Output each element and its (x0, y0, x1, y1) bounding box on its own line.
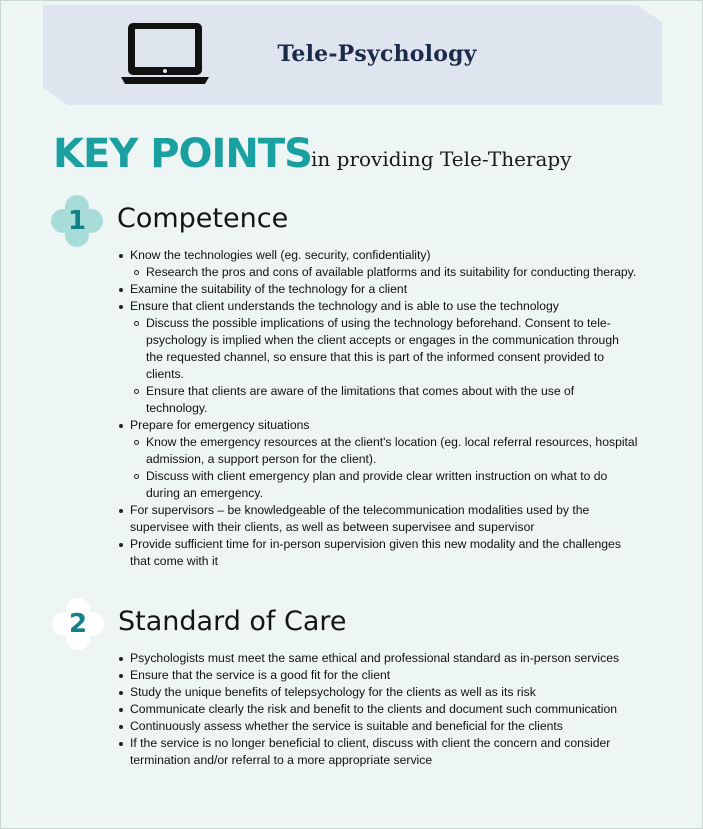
competence-list (118, 247, 638, 570)
list-item-text: Prepare for emergency situations (130, 418, 310, 432)
list-item (118, 502, 638, 536)
list-item (118, 735, 638, 769)
sub-list (130, 434, 638, 502)
standard-of-care-list (118, 650, 638, 769)
list-item (118, 718, 638, 735)
list-item-text: Psychologists must meet the same ethical and professional standard as in-person services (130, 651, 620, 665)
section-title-standard-of-care: Standard of Care (118, 606, 347, 637)
list-item (118, 281, 638, 298)
list-item-text: Communicate clearly the risk and benefit to the clients and document such communication (130, 702, 618, 716)
sub-list-item: Know the emergency resources at the client's location (eg. local referral resources, hospital admission, a support person for the client). (130, 434, 638, 468)
list-item (118, 684, 638, 701)
sub-list-item: Discuss the possible implications of using the technology beforehand. Consent to tele-psychology is implied when the client accepts or engages in the communication through the requested channel, so ensure that this is part of the informed consent provided to clients. (130, 315, 638, 383)
section-number: 2 (68, 609, 88, 639)
list-item (118, 667, 638, 684)
section-number: 1 (67, 206, 87, 236)
list-item-text: If the service is no longer beneficial to client, discuss with client the concern and consider termination and/or referral to a more appropriate service (130, 736, 611, 767)
sub-list (130, 315, 638, 417)
laptop-icon (119, 21, 211, 87)
section-title-competence: Competence (117, 203, 289, 234)
sub-list-item: Research the pros and cons of available platforms and its suitability for conducting therapy. (130, 264, 638, 281)
list-item (118, 701, 638, 718)
list-item-text: Ensure that client understands the technology and is able to use the technology (130, 299, 559, 313)
list-item-text: Ensure that the service is a good fit for the client (130, 668, 391, 682)
sub-list-item: Ensure that clients are aware of the limitations that comes about with the use of technology. (130, 383, 638, 417)
page-title: Tele-Psychology (277, 41, 477, 67)
list-item-text: Know the technologies well (eg. security, confidentiality) (130, 248, 431, 262)
list-item (118, 536, 638, 570)
list-item-text: Study the unique benefits of telepsychology for the clients as well as its risk (130, 685, 536, 699)
list-item (118, 650, 638, 667)
list-item (118, 247, 638, 281)
sub-list-item: Discuss with client emergency plan and provide clear written instruction on what to do during an emergency. (130, 468, 638, 502)
list-item-text: Provide sufficient time for in-person supervision given this new modality and the challenges that come with it (130, 537, 621, 568)
list-item (118, 298, 638, 417)
list-item (118, 417, 638, 502)
list-item-text: Continuously assess whether the service is suitable and beneficial for the clients (130, 719, 563, 733)
sub-list (130, 264, 638, 281)
key-points-heading: KEY POINTS (53, 131, 312, 177)
list-item-text: For supervisors – be knowledgeable of the telecommunication modalities used by the supervisee with their clients, as well as between supervisee and supervisor (130, 503, 590, 534)
list-item-text: Examine the suitability of the technology for a client (130, 282, 408, 296)
key-points-subheading: in providing Tele-Therapy (311, 147, 572, 171)
